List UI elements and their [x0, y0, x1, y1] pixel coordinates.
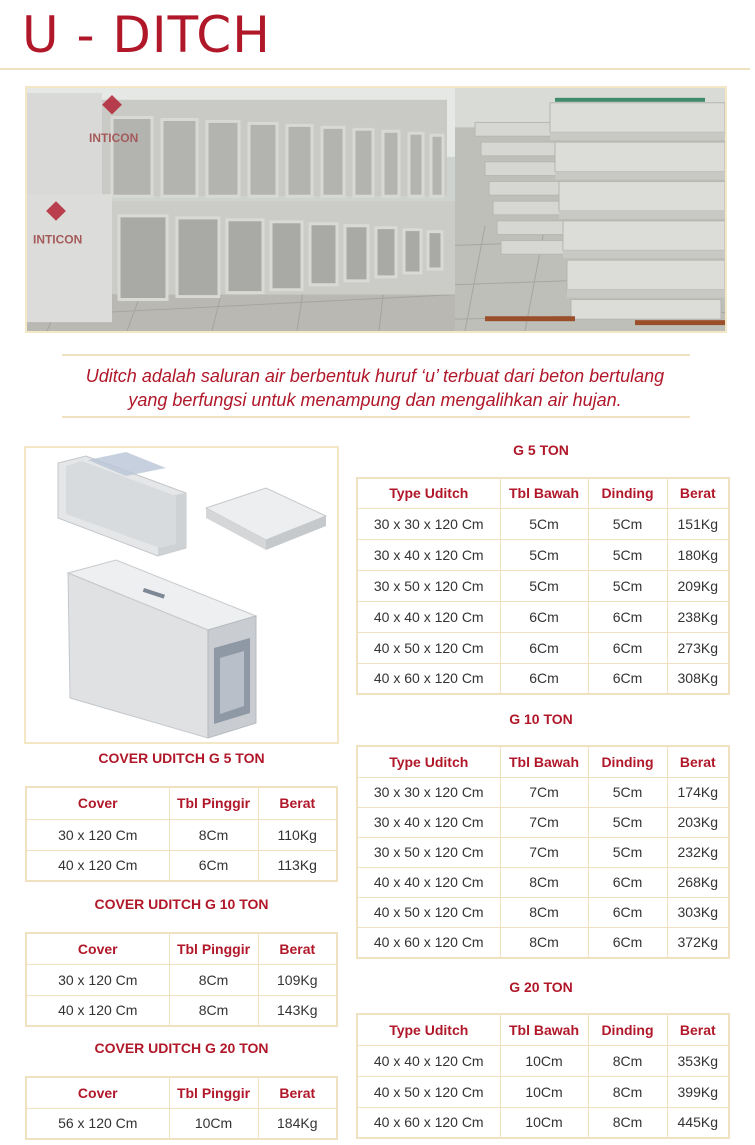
- cell-berat: 238Kg: [667, 601, 729, 632]
- g5-table: [356, 477, 730, 695]
- cell-dinding: 5Cm: [588, 508, 667, 539]
- header-tbl-pinggir: Tbl Pinggir: [169, 933, 258, 964]
- cell-type: 30 x 40 x 120 Cm: [357, 539, 500, 570]
- cover-g10-table: [25, 932, 338, 1027]
- table-row: [26, 964, 337, 995]
- cell-tbl-bawah: 6Cm: [500, 632, 588, 663]
- title-divider: [0, 68, 750, 70]
- header-type-uditch: Type Uditch: [357, 746, 500, 777]
- cell-tbl-bawah: 5Cm: [500, 539, 588, 570]
- table-row: [357, 1076, 729, 1107]
- table-row: [357, 927, 729, 958]
- cell-type: 40 x 60 x 120 Cm: [357, 1107, 500, 1138]
- cell-berat: 308Kg: [667, 663, 729, 694]
- cell-cover: 30 x 120 Cm: [26, 964, 169, 995]
- table-row: [357, 508, 729, 539]
- cell-berat: 203Kg: [667, 807, 729, 837]
- table-row: [357, 1107, 729, 1138]
- header-cover: Cover: [26, 1077, 169, 1108]
- uditch-stack-photo: [27, 88, 455, 331]
- table-header-row: [357, 1014, 729, 1045]
- cell-type: 30 x 50 x 120 Cm: [357, 837, 500, 867]
- cell-tbl-bawah: 7Cm: [500, 837, 588, 867]
- header-cover: Cover: [26, 787, 169, 819]
- cell-berat: 268Kg: [667, 867, 729, 897]
- header-tbl-pinggir: Tbl Pinggir: [169, 1077, 258, 1108]
- table-header-row: [26, 787, 337, 819]
- description-line-1: Uditch adalah saluran air berbentuk huruf ‘u’ terbuat dari beton bertulang: [85, 366, 665, 386]
- cell-tbl-bawah: 6Cm: [500, 601, 588, 632]
- table-row: [26, 1108, 337, 1139]
- cell-cover: 40 x 120 Cm: [26, 850, 169, 881]
- header-dinding: Dinding: [588, 1014, 667, 1045]
- photo-banner: [25, 86, 727, 333]
- g10-table: [356, 745, 730, 959]
- cell-tbl-bawah: 10Cm: [500, 1076, 588, 1107]
- cell-type: 40 x 40 x 120 Cm: [357, 1045, 500, 1076]
- header-berat: Berat: [667, 478, 729, 508]
- table-row: [357, 777, 729, 807]
- cell-dinding: 6Cm: [588, 897, 667, 927]
- g10-title: G 10 TON: [509, 711, 573, 727]
- cell-berat: 110Kg: [258, 819, 337, 850]
- header-cover: Cover: [26, 933, 169, 964]
- header-type-uditch: Type Uditch: [357, 478, 500, 508]
- table-row: [357, 897, 729, 927]
- cell-type: 40 x 50 x 120 Cm: [357, 897, 500, 927]
- cell-dinding: 5Cm: [588, 837, 667, 867]
- cell-dinding: 6Cm: [588, 632, 667, 663]
- cell-berat: 372Kg: [667, 927, 729, 958]
- cover-g20-title: COVER UDITCH G 20 TON: [94, 1040, 269, 1056]
- cell-dinding: 5Cm: [588, 539, 667, 570]
- cell-dinding: 6Cm: [588, 663, 667, 694]
- g20-title: G 20 TON: [509, 979, 573, 995]
- cell-dinding: 5Cm: [588, 807, 667, 837]
- cell-berat: 353Kg: [667, 1045, 729, 1076]
- cell-berat: 209Kg: [667, 570, 729, 601]
- table-row: [26, 995, 337, 1026]
- cell-berat: 273Kg: [667, 632, 729, 663]
- cell-tbl-bawah: 5Cm: [500, 508, 588, 539]
- cover-g5-table: [25, 786, 338, 882]
- description: [40, 364, 710, 412]
- cell-berat: 109Kg: [258, 964, 337, 995]
- cell-tbl-bawah: 8Cm: [500, 897, 588, 927]
- cell-tbl-bawah: 6Cm: [500, 663, 588, 694]
- cover-g20-table: [25, 1076, 338, 1140]
- uditch-product-image: [26, 448, 337, 742]
- cell-cover: 56 x 120 Cm: [26, 1108, 169, 1139]
- cell-berat: 399Kg: [667, 1076, 729, 1107]
- cell-berat: 151Kg: [667, 508, 729, 539]
- cell-dinding: 8Cm: [588, 1045, 667, 1076]
- description-line-2: yang berfungsi untuk menampung dan mengalihkan air hujan.: [128, 390, 622, 410]
- cell-berat: 303Kg: [667, 897, 729, 927]
- table-row: [357, 570, 729, 601]
- cell-type: 40 x 50 x 120 Cm: [357, 1076, 500, 1107]
- cell-cover: 30 x 120 Cm: [26, 819, 169, 850]
- header-tbl-bawah: Tbl Bawah: [500, 1014, 588, 1045]
- table-row: [357, 539, 729, 570]
- header-berat: Berat: [258, 933, 337, 964]
- header-type-uditch: Type Uditch: [357, 1014, 500, 1045]
- cell-tbl-pinggir: 6Cm: [169, 850, 258, 881]
- header-tbl-bawah: Tbl Bawah: [500, 478, 588, 508]
- cell-type: 40 x 40 x 120 Cm: [357, 601, 500, 632]
- brand-mark-top: INTICON: [89, 131, 139, 146]
- header-dinding: Dinding: [588, 478, 667, 508]
- table-header-row: [26, 1077, 337, 1108]
- cell-tbl-bawah: 8Cm: [500, 927, 588, 958]
- cell-type: 30 x 40 x 120 Cm: [357, 807, 500, 837]
- header-berat: Berat: [667, 1014, 729, 1045]
- table-row: [26, 819, 337, 850]
- cell-tbl-bawah: 7Cm: [500, 777, 588, 807]
- cell-type: 30 x 30 x 120 Cm: [357, 508, 500, 539]
- cell-dinding: 8Cm: [588, 1076, 667, 1107]
- cell-tbl-bawah: 5Cm: [500, 570, 588, 601]
- cell-tbl-bawah: 10Cm: [500, 1107, 588, 1138]
- cell-berat: 143Kg: [258, 995, 337, 1026]
- header-berat: Berat: [258, 1077, 337, 1108]
- cell-dinding: 6Cm: [588, 601, 667, 632]
- cell-berat: 113Kg: [258, 850, 337, 881]
- cell-dinding: 6Cm: [588, 867, 667, 897]
- cell-tbl-pinggir: 8Cm: [169, 819, 258, 850]
- cell-tbl-bawah: 7Cm: [500, 807, 588, 837]
- cell-tbl-bawah: 8Cm: [500, 867, 588, 897]
- cell-cover: 40 x 120 Cm: [26, 995, 169, 1026]
- cell-tbl-pinggir: 10Cm: [169, 1108, 258, 1139]
- table-row: [357, 807, 729, 837]
- table-row: [357, 867, 729, 897]
- header-tbl-pinggir: Tbl Pinggir: [169, 787, 258, 819]
- description-divider-bottom: [62, 416, 690, 418]
- cell-type: 40 x 60 x 120 Cm: [357, 927, 500, 958]
- cell-berat: 445Kg: [667, 1107, 729, 1138]
- table-row: [26, 850, 337, 881]
- cell-tbl-bawah: 10Cm: [500, 1045, 588, 1076]
- cell-type: 30 x 30 x 120 Cm: [357, 777, 500, 807]
- description-divider-top: [62, 354, 690, 356]
- table-header-row: [357, 478, 729, 508]
- header-tbl-bawah: Tbl Bawah: [500, 746, 588, 777]
- cover-stack-photo: [455, 88, 727, 331]
- header-berat: Berat: [667, 746, 729, 777]
- product-illustration: [24, 446, 339, 744]
- cell-berat: 174Kg: [667, 777, 729, 807]
- brand-mark-bottom: INTICON: [33, 232, 83, 247]
- header-dinding: Dinding: [588, 746, 667, 777]
- page-title: U - DITCH: [22, 6, 271, 64]
- cell-dinding: 5Cm: [588, 570, 667, 601]
- header-berat: Berat: [258, 787, 337, 819]
- cell-dinding: 6Cm: [588, 927, 667, 958]
- table-header-row: [26, 933, 337, 964]
- cell-tbl-pinggir: 8Cm: [169, 964, 258, 995]
- cell-berat: 180Kg: [667, 539, 729, 570]
- cell-type: 40 x 50 x 120 Cm: [357, 632, 500, 663]
- cell-berat: 184Kg: [258, 1108, 337, 1139]
- table-row: [357, 837, 729, 867]
- cell-dinding: 5Cm: [588, 777, 667, 807]
- table-row: [357, 601, 729, 632]
- table-row: [357, 663, 729, 694]
- cell-tbl-pinggir: 8Cm: [169, 995, 258, 1026]
- g5-title: G 5 TON: [513, 442, 569, 458]
- cell-dinding: 8Cm: [588, 1107, 667, 1138]
- g20-table: [356, 1013, 730, 1139]
- table-header-row: [357, 746, 729, 777]
- table-row: [357, 632, 729, 663]
- cover-g10-title: COVER UDITCH G 10 TON: [94, 896, 269, 912]
- cell-type: 40 x 60 x 120 Cm: [357, 663, 500, 694]
- cover-g5-title: COVER UDITCH G 5 TON: [98, 750, 265, 766]
- cell-type: 30 x 50 x 120 Cm: [357, 570, 500, 601]
- table-row: [357, 1045, 729, 1076]
- cell-type: 40 x 40 x 120 Cm: [357, 867, 500, 897]
- cell-berat: 232Kg: [667, 837, 729, 867]
